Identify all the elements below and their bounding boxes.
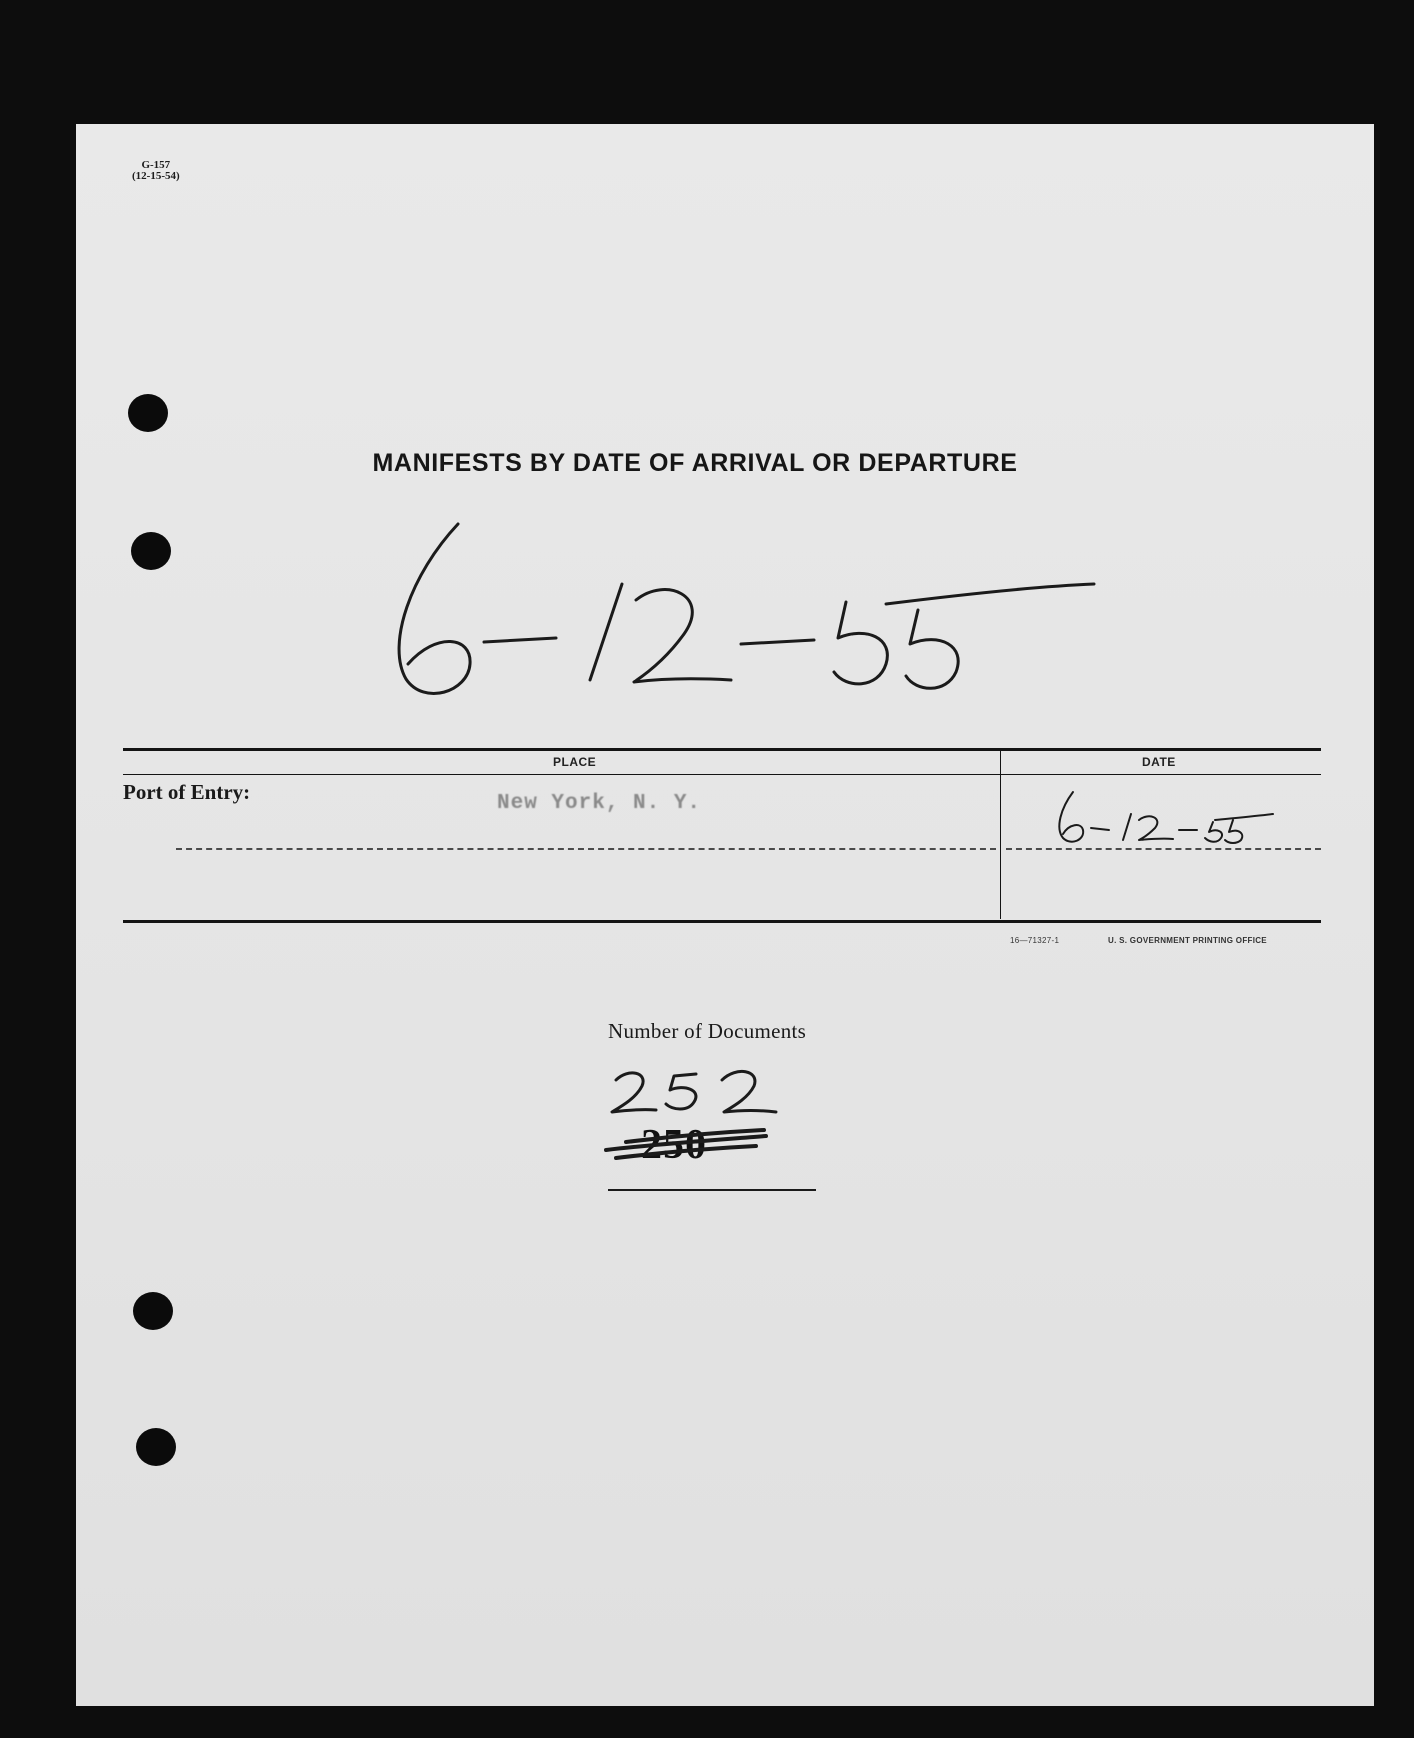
handwritten-entry-date bbox=[1051, 784, 1281, 850]
place-entry-line bbox=[176, 848, 996, 850]
date-column-header: DATE bbox=[1142, 755, 1176, 769]
strike-through-scribble bbox=[596, 1122, 776, 1172]
handwritten-date-large bbox=[366, 514, 1106, 704]
punch-hole bbox=[131, 532, 171, 570]
form-number bbox=[132, 160, 180, 182]
table-bottom-rule bbox=[123, 920, 1321, 923]
table-column-divider bbox=[1000, 751, 1001, 919]
form-number-code: G-157 bbox=[141, 159, 171, 171]
punch-hole bbox=[136, 1428, 176, 1466]
punch-hole bbox=[128, 394, 168, 432]
count-underline bbox=[608, 1189, 816, 1191]
form-heading: MANIFESTS BY DATE OF ARRIVAL OR DEPARTURE bbox=[372, 449, 1018, 477]
punch-hole bbox=[133, 1292, 173, 1330]
form-revision-date: (12-15-54) bbox=[132, 170, 180, 182]
handwritten-document-count bbox=[604, 1064, 784, 1124]
port-of-entry-label: Port of Entry: bbox=[123, 780, 251, 804]
form-sheet bbox=[76, 124, 1374, 1706]
port-of-entry-place-stamp: New York, N. Y. bbox=[497, 792, 702, 815]
place-column-header: PLACE bbox=[553, 755, 597, 769]
printer-office: U. S. GOVERNMENT PRINTING OFFICE bbox=[1108, 936, 1267, 945]
table-header-rule bbox=[123, 774, 1321, 775]
printer-code: 16—71327-1 bbox=[1010, 936, 1060, 945]
table-top-rule bbox=[123, 748, 1321, 751]
struck-document-count: 250 bbox=[641, 1122, 707, 1168]
number-of-documents-label: Number of Documents bbox=[608, 1019, 807, 1043]
